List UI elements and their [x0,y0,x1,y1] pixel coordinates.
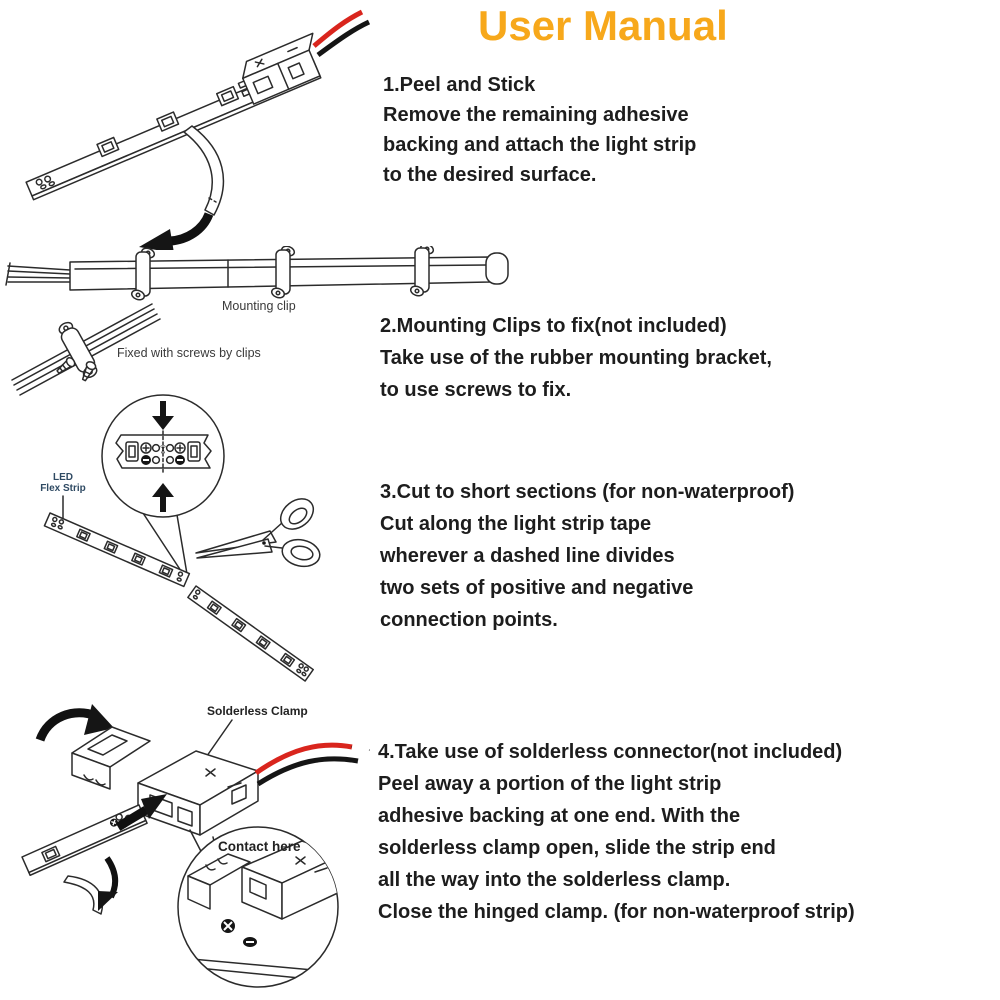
lead-wires [6,263,70,285]
arrowhead-icon [98,891,118,911]
clamp-body-drawing [138,751,258,835]
scissors-icon [196,493,322,570]
step-4-heading: 4.Take use of solderless connector(not included) [378,741,843,763]
solderless-clamp-label: Solderless Clamp [207,704,308,718]
peel-direction-arrow-icon [170,214,209,241]
peel-arrow-icon [107,858,115,897]
led-strip-drawing [16,33,330,199]
tube-end-cap [486,253,508,284]
page-title: User Manual [478,2,728,49]
step-3-text: 3.Cut to short sections (for non-waterproof) Cut along the light strip tape wherever a dashed line divides two sets of positive and negative connection points. [380,476,794,636]
peeled-backing-flap [64,876,102,914]
contact-here-label: Contact here [218,839,301,854]
mounting-clip-label: Mounting clip [222,299,296,313]
scissors-glyph-icon: ✂ [156,445,168,455]
step-3-heading: 3.Cut to short sections (for non-waterproof) [380,481,795,503]
peel-and-stick-illustration [0,0,380,250]
step-2-heading: 2.Mounting Clips to fix(not included) [380,315,727,337]
cut-point-detail [116,431,211,472]
strip-piece-lower [188,586,313,681]
cut-strip-illustration [0,390,360,690]
step-1-heading: 1.Peel and Stick [383,74,536,96]
screw-icon [55,356,76,376]
led-flex-strip-label: LED Flex Strip [40,472,86,494]
peeled-backing-flap [184,126,223,215]
solderless-clamp-illustration [10,695,370,1000]
step-2-text: 2.Mounting Clips to fix(not included) Take use of the rubber mounting bracket, to use screws to fix. [380,310,772,406]
clamp-lid-drawing [72,727,150,789]
step-4-text: 4.Take use of solderless connector(not included) Peel away a portion of the light strip adhesive backing at one end. With the solderless clamp open, slide the strip end all the way into the solderless clamp. Close the hinged clamp. (for non-waterproof strip) [378,736,855,928]
step-1-text: 1.Peel and Stick Remove the remaining adhesive backing and attach the light strip to the desired surface. [383,70,696,190]
fixed-with-screws-label: Fixed with screws by clips [117,346,261,360]
